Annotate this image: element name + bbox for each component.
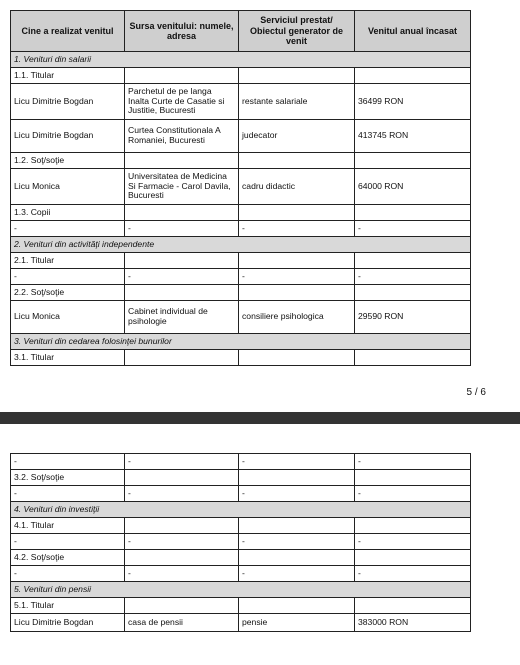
cell-source: -: [125, 221, 239, 237]
table-row: [11, 269, 471, 285]
cell-source: Universitatea de Medicina Si Farmacie - Carol Davila, Bucuresti: [125, 169, 239, 205]
section-row: [11, 52, 471, 68]
header-annual-income: Venitul anual încasat: [355, 11, 471, 52]
page-number: 5 / 6: [466, 387, 486, 398]
subsection-row: [11, 598, 471, 614]
section-row: [11, 237, 471, 253]
cell-source: -: [125, 486, 239, 502]
cell-service: [239, 153, 355, 169]
section-row: [11, 582, 471, 598]
cell-service: [239, 68, 355, 84]
cell-income: -: [355, 454, 471, 470]
subsection-row: [11, 205, 471, 221]
subsection-row: [11, 470, 471, 486]
cell-source: -: [125, 454, 239, 470]
table-row: [11, 84, 471, 120]
cell-source: [125, 68, 239, 84]
table-row: [11, 454, 471, 470]
cell-source: [125, 253, 239, 269]
table-row: [11, 221, 471, 237]
subsection-row: [11, 285, 471, 301]
cell-earner: 1.2. Soţ/soţie: [11, 153, 125, 169]
cell-earner: Licu Dimitrie Bogdan: [11, 120, 125, 153]
cell-income: -: [355, 534, 471, 550]
subsection-row: [11, 253, 471, 269]
section-title: 4. Venituri din investiţii: [11, 502, 471, 518]
page-separator: [0, 412, 520, 424]
cell-earner: -: [11, 221, 125, 237]
subsection-row: [11, 153, 471, 169]
cell-income: [355, 253, 471, 269]
header-who: Cine a realizat venitul: [11, 11, 125, 52]
cell-income: [355, 550, 471, 566]
cell-service: [239, 598, 355, 614]
cell-source: [125, 470, 239, 486]
cell-income: -: [355, 566, 471, 582]
cell-earner: 1.1. Titular: [11, 68, 125, 84]
subsection-row: [11, 68, 471, 84]
cell-source: Cabinet individual de psihologie: [125, 301, 239, 334]
cell-earner: -: [11, 486, 125, 502]
cell-earner: 4.1. Titular: [11, 518, 125, 534]
cell-income: 29590 RON: [355, 301, 471, 334]
cell-income: 413745 RON: [355, 120, 471, 153]
cell-source: -: [125, 534, 239, 550]
cell-earner: 3.2. Soţ/soţie: [11, 470, 125, 486]
cell-service: -: [239, 534, 355, 550]
cell-earner: Licu Dimitrie Bogdan: [11, 84, 125, 120]
table-row: [11, 169, 471, 205]
income-table-page-5: [10, 10, 471, 366]
cell-service: consiliere psihologica: [239, 301, 355, 334]
income-table-page-6: [10, 453, 471, 632]
cell-earner: 2.1. Titular: [11, 253, 125, 269]
cell-earner: 4.2. Soţ/soţie: [11, 550, 125, 566]
cell-earner: -: [11, 269, 125, 285]
table-row: [11, 614, 471, 632]
cell-service: [239, 350, 355, 366]
cell-income: -: [355, 221, 471, 237]
cell-income: [355, 153, 471, 169]
table-row: [11, 301, 471, 334]
section-title: 5. Venituri din pensii: [11, 582, 471, 598]
section-title: 1. Venituri din salarii: [11, 52, 471, 68]
cell-earner: Licu Monica: [11, 169, 125, 205]
cell-service: -: [239, 269, 355, 285]
cell-service: -: [239, 221, 355, 237]
cell-source: Parchetul de pe langa Inalta Curte de Casatie si Justitie, Bucuresti: [125, 84, 239, 120]
cell-service: [239, 205, 355, 221]
cell-income: [355, 518, 471, 534]
cell-income: 383000 RON: [355, 614, 471, 632]
subsection-row: [11, 550, 471, 566]
cell-income: [355, 68, 471, 84]
cell-earner: 5.1. Titular: [11, 598, 125, 614]
cell-service: pensie: [239, 614, 355, 632]
table-row: [11, 566, 471, 582]
header-source: Sursa venitului: numele, adresa: [125, 11, 239, 52]
cell-income: [355, 205, 471, 221]
cell-service: -: [239, 454, 355, 470]
cell-income: -: [355, 486, 471, 502]
cell-earner: Licu Monica: [11, 301, 125, 334]
cell-income: [355, 598, 471, 614]
cell-service: [239, 253, 355, 269]
cell-source: [125, 518, 239, 534]
cell-earner: 2.2. Soţ/soţie: [11, 285, 125, 301]
cell-income: 36499 RON: [355, 84, 471, 120]
cell-source: Curtea Constitutionala A Romaniei, Bucuresti: [125, 120, 239, 153]
cell-source: [125, 205, 239, 221]
cell-source: -: [125, 269, 239, 285]
cell-earner: 1.3. Copii: [11, 205, 125, 221]
table-header-row: [11, 11, 471, 52]
cell-service: -: [239, 486, 355, 502]
cell-earner: -: [11, 566, 125, 582]
cell-earner: 3.1. Titular: [11, 350, 125, 366]
cell-source: [125, 550, 239, 566]
cell-source: [125, 598, 239, 614]
section-row: [11, 502, 471, 518]
cell-service: [239, 285, 355, 301]
section-title: 2. Venituri din activităţi independente: [11, 237, 471, 253]
cell-earner: -: [11, 454, 125, 470]
table-row: [11, 534, 471, 550]
cell-source: [125, 350, 239, 366]
cell-income: [355, 470, 471, 486]
cell-income: 64000 RON: [355, 169, 471, 205]
document-page-6: [0, 437, 520, 665]
table-row: [11, 486, 471, 502]
cell-income: [355, 285, 471, 301]
section-title: 3. Venituri din cedarea folosinţei bunurilor: [11, 334, 471, 350]
cell-source: [125, 153, 239, 169]
cell-service: restante salariale: [239, 84, 355, 120]
cell-earner: -: [11, 534, 125, 550]
header-service: Serviciul prestat/ Obiectul generator de venit: [239, 11, 355, 52]
cell-service: [239, 550, 355, 566]
cell-service: [239, 470, 355, 486]
cell-income: -: [355, 269, 471, 285]
cell-source: -: [125, 566, 239, 582]
cell-earner: Licu Dimitrie Bogdan: [11, 614, 125, 632]
subsection-row: [11, 350, 471, 366]
cell-source: casa de pensii: [125, 614, 239, 632]
cell-service: [239, 518, 355, 534]
section-row: [11, 334, 471, 350]
subsection-row: [11, 518, 471, 534]
cell-service: -: [239, 566, 355, 582]
table-row: [11, 120, 471, 153]
cell-service: judecator: [239, 120, 355, 153]
cell-service: cadru didactic: [239, 169, 355, 205]
cell-source: [125, 285, 239, 301]
cell-income: [355, 350, 471, 366]
